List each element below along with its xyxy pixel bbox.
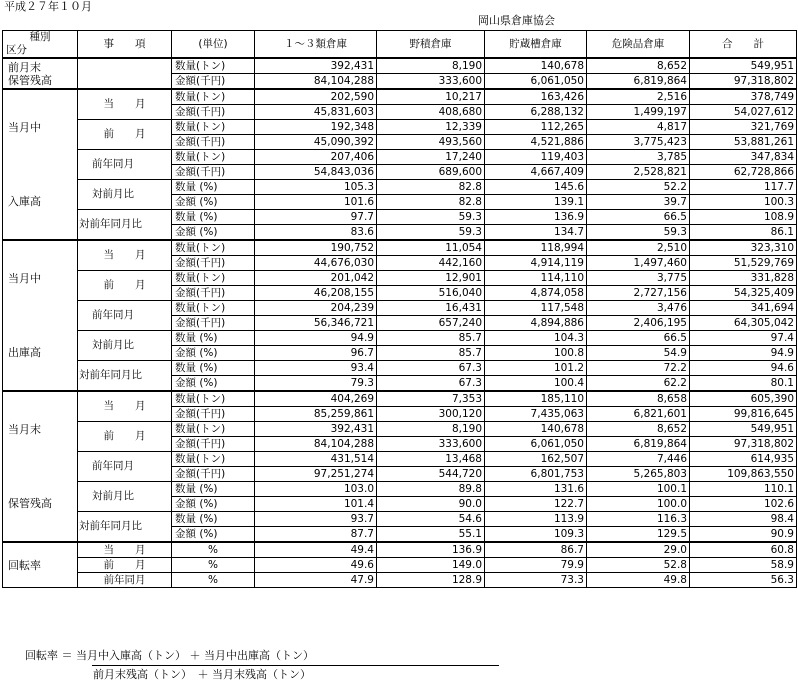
col-open-storage-value: 408,680 <box>377 105 485 120</box>
col-open-storage-value: 90.0 <box>377 497 485 512</box>
unit-cell: 数量(トン) <box>172 271 255 286</box>
unit-cell: 金額(千円) <box>172 256 255 271</box>
unit-cell: 金額(千円) <box>172 316 255 331</box>
col-tank-storage-value: 140,678 <box>485 422 587 437</box>
col-tank-storage-value: 119,403 <box>485 150 587 165</box>
col-open-storage-value: 333,600 <box>377 437 485 452</box>
col-class1-3-value: 103.0 <box>255 482 377 497</box>
col-class1-3-value: 44,676,030 <box>255 256 377 271</box>
col-tank-storage-value: 4,894,886 <box>485 316 587 331</box>
col-class1-3-value: 190,752 <box>255 240 377 256</box>
unit-cell: 金額(千円) <box>172 135 255 150</box>
table-row <box>3 452 797 467</box>
unit-cell: 金額(千円) <box>172 286 255 301</box>
group-label-line: 前月末 <box>8 60 41 74</box>
formula-numerator: 当月中入庫高（トン） ＋ 当月中出庫高（トン） <box>76 649 314 662</box>
unit-cell: % <box>172 573 255 588</box>
table-row <box>3 180 797 195</box>
col-class1-3-value: 207,406 <box>255 150 377 165</box>
col-open-storage-value: 55.1 <box>377 527 485 543</box>
unit-cell: 数量 (%) <box>172 210 255 225</box>
sub-item-label: 当 月 <box>78 89 172 120</box>
unit-cell: 金額 (%) <box>172 195 255 210</box>
col-class1-3-value: 94.9 <box>255 331 377 346</box>
col-class1-3-value: 105.3 <box>255 180 377 195</box>
sub-item-label: 前年同月 <box>78 150 172 180</box>
col-open-storage-value: 89.8 <box>377 482 485 497</box>
col-hazardous-value: 2,516 <box>587 89 690 105</box>
col-tank-storage-value: 4,667,409 <box>485 165 587 180</box>
col-hazardous-value: 3,476 <box>587 301 690 316</box>
group-label-line: 当月中 <box>8 121 41 134</box>
col-total-value: 614,935 <box>690 452 797 467</box>
table-row <box>3 573 797 588</box>
col-total-value: 80.1 <box>690 376 797 392</box>
col-total-value: 53,881,261 <box>690 135 797 150</box>
col-class1-3-value: 85,259,861 <box>255 407 377 422</box>
unit-cell: 金額 (%) <box>172 527 255 543</box>
col-open-storage-value: 85.7 <box>377 331 485 346</box>
sub-item-label: 対前月比 <box>78 331 172 361</box>
table-row <box>3 482 797 497</box>
col-open-storage-value: 149.0 <box>377 558 485 573</box>
col-open-storage-value: 544,720 <box>377 467 485 482</box>
group-label-line: 当月末 <box>8 423 41 436</box>
col-tank-storage-value: 73.3 <box>485 573 587 588</box>
col-hazardous-value: 52.2 <box>587 180 690 195</box>
col-total-value: 99,816,645 <box>690 407 797 422</box>
col-class1-3-value: 45,090,392 <box>255 135 377 150</box>
col-class1-3-value: 97.7 <box>255 210 377 225</box>
col-open-storage-value: 300,120 <box>377 407 485 422</box>
unit-cell: % <box>172 558 255 573</box>
col-total-value: 56.3 <box>690 573 797 588</box>
col-total-value: 94.9 <box>690 346 797 361</box>
col-total-value: 60.8 <box>690 542 797 558</box>
header-category-bottom: 区分 <box>3 44 78 58</box>
col-tank-storage-value: 109.3 <box>485 527 587 543</box>
col-tank-storage-value: 117,548 <box>485 301 587 316</box>
unit-cell: 数量(トン) <box>172 422 255 437</box>
col-total-value: 98.4 <box>690 512 797 527</box>
unit-cell: 数量 (%) <box>172 331 255 346</box>
col-total-value: 97,318,802 <box>690 74 797 90</box>
group-label-line: 入庫高 <box>8 195 41 208</box>
sub-item-label: 当 月 <box>78 240 172 271</box>
table-row <box>3 301 797 316</box>
table-row <box>3 542 797 558</box>
col-open-storage-value: 82.8 <box>377 195 485 210</box>
group-label <box>3 240 78 391</box>
col-total-value: 117.7 <box>690 180 797 195</box>
table-row <box>3 150 797 165</box>
col-hazardous-value: 8,652 <box>587 58 690 74</box>
sub-item-label: 前 月 <box>78 271 172 301</box>
sub-item-label: 対前月比 <box>78 180 172 210</box>
table-row <box>3 361 797 376</box>
unit-cell: 数量 (%) <box>172 180 255 195</box>
col-open-storage-value: 516,040 <box>377 286 485 301</box>
warehouse-statistics-table <box>2 30 797 588</box>
col-total-value: 100.3 <box>690 195 797 210</box>
header-col-open-storage: 野積倉庫 <box>377 31 485 59</box>
unit-cell: 数量(トン) <box>172 391 255 407</box>
header-unit: (単位) <box>172 31 255 59</box>
col-hazardous-value: 3,775 <box>587 271 690 286</box>
sub-item-label: 対前年同月比 <box>78 512 172 543</box>
col-tank-storage-value: 4,521,886 <box>485 135 587 150</box>
col-class1-3-value: 54,843,036 <box>255 165 377 180</box>
col-class1-3-value: 204,239 <box>255 301 377 316</box>
col-total-value: 51,529,769 <box>690 256 797 271</box>
col-total-value: 347,834 <box>690 150 797 165</box>
col-class1-3-value: 45,831,603 <box>255 105 377 120</box>
col-tank-storage-value: 136.9 <box>485 210 587 225</box>
col-total-value: 605,390 <box>690 391 797 407</box>
col-hazardous-value: 4,817 <box>587 120 690 135</box>
col-class1-3-value: 84,104,288 <box>255 437 377 452</box>
unit-cell: 金額 (%) <box>172 497 255 512</box>
col-class1-3-value: 47.9 <box>255 573 377 588</box>
unit-cell: 数量(トン) <box>172 240 255 256</box>
sub-item-label: 前年同月 <box>78 452 172 482</box>
col-tank-storage-value: 139.1 <box>485 195 587 210</box>
col-tank-storage-value: 7,435,063 <box>485 407 587 422</box>
col-hazardous-value: 6,819,864 <box>587 74 690 90</box>
col-total-value: 58.9 <box>690 558 797 573</box>
unit-cell: 数量(トン) <box>172 452 255 467</box>
sub-item-label: 当 月 <box>78 542 172 558</box>
col-hazardous-value: 8,652 <box>587 422 690 437</box>
group-label-line: 保管残高 <box>8 73 52 87</box>
col-total-value: 64,305,042 <box>690 316 797 331</box>
col-hazardous-value: 52.8 <box>587 558 690 573</box>
col-tank-storage-value: 6,801,753 <box>485 467 587 482</box>
unit-cell: 数量(トン) <box>172 150 255 165</box>
col-class1-3-value: 83.6 <box>255 225 377 241</box>
col-total-value: 378,749 <box>690 89 797 105</box>
col-hazardous-value: 1,499,197 <box>587 105 690 120</box>
col-class1-3-value: 97,251,274 <box>255 467 377 482</box>
col-tank-storage-value: 6,061,050 <box>485 437 587 452</box>
unit-cell: 数量 (%) <box>172 512 255 527</box>
col-open-storage-value: 136.9 <box>377 542 485 558</box>
group-label <box>3 391 78 542</box>
col-total-value: 86.1 <box>690 225 797 241</box>
formula-label: 回転率 <box>25 649 58 662</box>
sub-item-label: 前 月 <box>78 422 172 452</box>
unit-cell: 金額 (%) <box>172 225 255 241</box>
sub-item-label: 前年同月 <box>78 301 172 331</box>
col-hazardous-value: 3,775,423 <box>587 135 690 150</box>
col-hazardous-value: 6,821,601 <box>587 407 690 422</box>
organization-name: 岡山県倉庫協会 <box>478 14 555 27</box>
sub-item-label: 前 月 <box>78 558 172 573</box>
unit-cell: % <box>172 542 255 558</box>
table-row <box>3 391 797 407</box>
unit-cell: 数量 (%) <box>172 482 255 497</box>
col-total-value: 90.9 <box>690 527 797 543</box>
unit-cell: 金額 (%) <box>172 346 255 361</box>
col-open-storage-value: 59.3 <box>377 210 485 225</box>
col-total-value: 549,951 <box>690 58 797 74</box>
col-total-value: 549,951 <box>690 422 797 437</box>
col-open-storage-value: 67.3 <box>377 376 485 392</box>
col-total-value: 97.4 <box>690 331 797 346</box>
col-hazardous-value: 129.5 <box>587 527 690 543</box>
col-tank-storage-value: 122.7 <box>485 497 587 512</box>
formula-fraction-line <box>92 665 499 666</box>
group-label <box>3 542 78 588</box>
table-row <box>3 240 797 256</box>
table-row <box>3 120 797 135</box>
table-row <box>3 58 797 74</box>
col-class1-3-value: 79.3 <box>255 376 377 392</box>
sub-item-label: 対前月比 <box>78 482 172 512</box>
col-tank-storage-value: 112,265 <box>485 120 587 135</box>
table-row <box>3 331 797 346</box>
col-open-storage-value: 85.7 <box>377 346 485 361</box>
col-class1-3-value: 93.7 <box>255 512 377 527</box>
col-class1-3-value: 101.6 <box>255 195 377 210</box>
col-open-storage-value: 128.9 <box>377 573 485 588</box>
table-row <box>3 89 797 105</box>
header-col-tank-storage: 貯蔵槽倉庫 <box>485 31 587 59</box>
col-class1-3-value: 93.4 <box>255 361 377 376</box>
col-hazardous-value: 39.7 <box>587 195 690 210</box>
col-hazardous-value: 6,819,864 <box>587 437 690 452</box>
col-tank-storage-value: 86.7 <box>485 542 587 558</box>
col-open-storage-value: 442,160 <box>377 256 485 271</box>
header-row-top <box>3 31 797 45</box>
header-col-class1-3: １～３類倉庫 <box>255 31 377 59</box>
col-hazardous-value: 2,406,195 <box>587 316 690 331</box>
col-class1-3-value: 46,208,155 <box>255 286 377 301</box>
col-class1-3-value: 431,514 <box>255 452 377 467</box>
table-row <box>3 512 797 527</box>
unit-cell: 数量(トン) <box>172 89 255 105</box>
col-tank-storage-value: 163,426 <box>485 89 587 105</box>
col-total-value: 62,728,866 <box>690 165 797 180</box>
col-tank-storage-value: 6,288,132 <box>485 105 587 120</box>
table-row <box>3 558 797 573</box>
table-row <box>3 210 797 225</box>
col-hazardous-value: 1,497,460 <box>587 256 690 271</box>
col-total-value: 97,318,802 <box>690 437 797 452</box>
col-tank-storage-value: 114,110 <box>485 271 587 286</box>
col-total-value: 321,769 <box>690 120 797 135</box>
col-open-storage-value: 17,240 <box>377 150 485 165</box>
unit-cell: 数量 (%) <box>172 361 255 376</box>
col-open-storage-value: 7,353 <box>377 391 485 407</box>
col-hazardous-value: 7,446 <box>587 452 690 467</box>
unit-cell: 金額 (%) <box>172 376 255 392</box>
unit-cell: 数量(トン) <box>172 120 255 135</box>
col-open-storage-value: 67.3 <box>377 361 485 376</box>
col-hazardous-value: 3,785 <box>587 150 690 165</box>
formula-denominator: 前月末残高（トン） ＋ 当月末残高（トン） <box>93 668 311 681</box>
col-tank-storage-value: 140,678 <box>485 58 587 74</box>
formula-equals: ＝ <box>61 649 73 662</box>
col-open-storage-value: 12,901 <box>377 271 485 286</box>
col-tank-storage-value: 4,874,058 <box>485 286 587 301</box>
col-open-storage-value: 333,600 <box>377 74 485 90</box>
col-total-value: 94.6 <box>690 361 797 376</box>
col-open-storage-value: 16,431 <box>377 301 485 316</box>
col-open-storage-value: 10,217 <box>377 89 485 105</box>
col-open-storage-value: 59.3 <box>377 225 485 241</box>
col-tank-storage-value: 118,994 <box>485 240 587 256</box>
col-open-storage-value: 8,190 <box>377 422 485 437</box>
sub-item-label: 対前年同月比 <box>78 361 172 392</box>
col-class1-3-value: 84,104,288 <box>255 74 377 90</box>
col-hazardous-value: 66.5 <box>587 331 690 346</box>
col-tank-storage-value: 100.4 <box>485 376 587 392</box>
col-hazardous-value: 2,510 <box>587 240 690 256</box>
col-tank-storage-value: 145.6 <box>485 180 587 195</box>
group-label-line: 回転率 <box>8 558 41 572</box>
table-row <box>3 271 797 286</box>
col-class1-3-value: 404,269 <box>255 391 377 407</box>
header-item: 事 項 <box>78 31 172 59</box>
col-total-value: 110.1 <box>690 482 797 497</box>
col-class1-3-value: 101.4 <box>255 497 377 512</box>
table-row <box>3 422 797 437</box>
col-class1-3-value: 392,431 <box>255 58 377 74</box>
col-tank-storage-value: 79.9 <box>485 558 587 573</box>
unit-cell: 金額(千円) <box>172 407 255 422</box>
col-total-value: 109,863,550 <box>690 467 797 482</box>
col-total-value: 323,310 <box>690 240 797 256</box>
col-open-storage-value: 8,190 <box>377 58 485 74</box>
sub-item-label: 対前年同月比 <box>78 210 172 241</box>
sub-item-label <box>78 58 172 89</box>
col-tank-storage-value: 134.7 <box>485 225 587 241</box>
group-label-line: 出庫高 <box>8 346 41 359</box>
col-hazardous-value: 100.1 <box>587 482 690 497</box>
col-total-value: 54,027,612 <box>690 105 797 120</box>
col-total-value: 108.9 <box>690 210 797 225</box>
col-hazardous-value: 2,528,821 <box>587 165 690 180</box>
col-tank-storage-value: 100.8 <box>485 346 587 361</box>
unit-cell: 金額(千円) <box>172 165 255 180</box>
col-total-value: 341,694 <box>690 301 797 316</box>
col-hazardous-value: 8,658 <box>587 391 690 407</box>
col-hazardous-value: 59.3 <box>587 225 690 241</box>
unit-cell: 数量(トン) <box>172 58 255 74</box>
group-label-line: 当月中 <box>8 272 41 285</box>
col-hazardous-value: 116.3 <box>587 512 690 527</box>
col-total-value: 54,325,409 <box>690 286 797 301</box>
col-tank-storage-value: 6,061,050 <box>485 74 587 90</box>
unit-cell: 金額(千円) <box>172 105 255 120</box>
col-class1-3-value: 56,346,721 <box>255 316 377 331</box>
col-tank-storage-value: 101.2 <box>485 361 587 376</box>
group-label <box>3 89 78 240</box>
sub-item-label: 前年同月 <box>78 573 172 588</box>
col-open-storage-value: 493,560 <box>377 135 485 150</box>
unit-cell: 金額(千円) <box>172 437 255 452</box>
col-tank-storage-value: 113.9 <box>485 512 587 527</box>
col-class1-3-value: 201,042 <box>255 271 377 286</box>
header-col-total: 合 計 <box>690 31 797 59</box>
col-hazardous-value: 62.2 <box>587 376 690 392</box>
col-open-storage-value: 689,600 <box>377 165 485 180</box>
unit-cell: 金額(千円) <box>172 74 255 90</box>
turnover-formula <box>25 649 314 681</box>
col-open-storage-value: 54.6 <box>377 512 485 527</box>
col-hazardous-value: 66.5 <box>587 210 690 225</box>
unit-cell: 金額(千円) <box>172 467 255 482</box>
col-tank-storage-value: 104.3 <box>485 331 587 346</box>
col-hazardous-value: 72.2 <box>587 361 690 376</box>
sub-item-label: 当 月 <box>78 391 172 422</box>
col-hazardous-value: 29.0 <box>587 542 690 558</box>
col-tank-storage-value: 4,914,119 <box>485 256 587 271</box>
header-category-top: 種別 <box>3 31 78 45</box>
col-class1-3-value: 87.7 <box>255 527 377 543</box>
col-tank-storage-value: 131.6 <box>485 482 587 497</box>
report-date: 平成２７年１０月 <box>4 0 92 13</box>
col-tank-storage-value: 185,110 <box>485 391 587 407</box>
col-open-storage-value: 82.8 <box>377 180 485 195</box>
col-hazardous-value: 2,727,156 <box>587 286 690 301</box>
col-open-storage-value: 657,240 <box>377 316 485 331</box>
col-total-value: 331,828 <box>690 271 797 286</box>
col-class1-3-value: 49.6 <box>255 558 377 573</box>
col-hazardous-value: 100.0 <box>587 497 690 512</box>
col-open-storage-value: 12,339 <box>377 120 485 135</box>
col-tank-storage-value: 162,507 <box>485 452 587 467</box>
col-open-storage-value: 13,468 <box>377 452 485 467</box>
col-class1-3-value: 49.4 <box>255 542 377 558</box>
col-hazardous-value: 5,265,803 <box>587 467 690 482</box>
sub-item-label: 前 月 <box>78 120 172 150</box>
col-hazardous-value: 49.8 <box>587 573 690 588</box>
unit-cell: 数量(トン) <box>172 301 255 316</box>
header-col-hazardous: 危険品倉庫 <box>587 31 690 59</box>
col-class1-3-value: 392,431 <box>255 422 377 437</box>
group-label-line: 保管残高 <box>8 497 52 510</box>
col-class1-3-value: 96.7 <box>255 346 377 361</box>
col-class1-3-value: 192,348 <box>255 120 377 135</box>
col-class1-3-value: 202,590 <box>255 89 377 105</box>
col-open-storage-value: 11,054 <box>377 240 485 256</box>
col-hazardous-value: 54.9 <box>587 346 690 361</box>
col-total-value: 102.6 <box>690 497 797 512</box>
group-label <box>3 58 78 89</box>
